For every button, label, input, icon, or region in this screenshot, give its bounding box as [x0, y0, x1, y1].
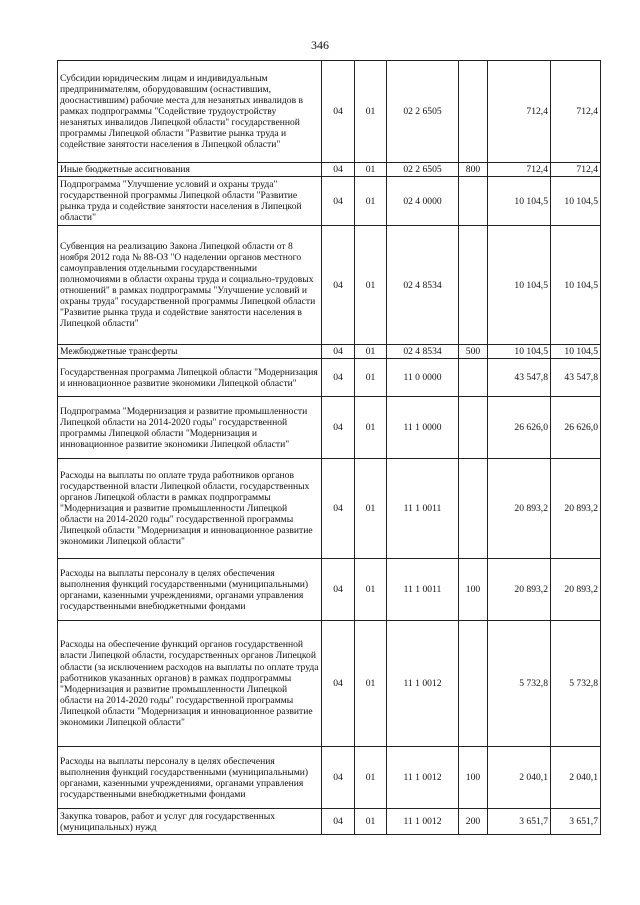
row-subsection: 01 [355, 621, 387, 747]
row-amount-1: 10 104,5 [488, 177, 551, 226]
row-name: Субвенция на реализацию Закона Липецкой области от 8 ноября 2012 года № 88-ОЗ "О наделении органов местного самоуправления отдельными государственными полномочиями в области охраны труда и социально-трудовых отношений" в рамках подпрограммы "Улучшение условий и охраны труда" государственной программы Липецкой области "Развитие рынка труда и содействие занятости населения в Липецкой области" [58, 226, 322, 345]
row-amount-1: 5 732,8 [488, 621, 551, 747]
row-amount-2: 712,4 [551, 61, 601, 163]
row-target-code: 11 1 0012 [387, 747, 459, 809]
row-target-code: 02 4 8534 [387, 345, 459, 359]
row-amount-2: 43 547,8 [551, 359, 601, 397]
row-section: 04 [322, 397, 355, 459]
row-subsection: 01 [355, 177, 387, 226]
row-amount-1: 2 040,1 [488, 747, 551, 809]
row-section: 04 [322, 559, 355, 621]
row-subsection: 01 [355, 226, 387, 345]
row-name: Расходы на выплаты персоналу в целях обеспечения выполнения функций государственными (муниципальными) органами, казенными учреждениями, органами управления государственными внебюджетными фондами [58, 559, 322, 621]
row-target-code: 11 1 0000 [387, 397, 459, 459]
row-expense-type: 500 [459, 345, 488, 359]
row-amount-2: 10 104,5 [551, 177, 601, 226]
row-subsection: 01 [355, 747, 387, 809]
row-section: 04 [322, 177, 355, 226]
row-amount-2: 5 732,8 [551, 621, 601, 747]
row-target-code: 11 1 0011 [387, 559, 459, 621]
row-subsection: 01 [355, 559, 387, 621]
row-subsection: 01 [355, 397, 387, 459]
table-row [58, 559, 601, 621]
table-row [58, 747, 601, 809]
row-target-code: 11 1 0011 [387, 459, 459, 559]
row-subsection: 01 [355, 809, 387, 835]
row-amount-2: 10 104,5 [551, 345, 601, 359]
row-section: 04 [322, 747, 355, 809]
row-expense-type [459, 621, 488, 747]
row-name: Расходы на выплаты персоналу в целях обеспечения выполнения функций государственными (муниципальными) органами, казенными учреждениями, органами управления государственными внебюджетными фондами [58, 747, 322, 809]
row-amount-1: 10 104,5 [488, 345, 551, 359]
row-amount-1: 10 104,5 [488, 226, 551, 345]
budget-table [57, 60, 601, 835]
row-target-code: 02 4 0000 [387, 177, 459, 226]
row-amount-1: 26 626,0 [488, 397, 551, 459]
row-amount-2: 26 626,0 [551, 397, 601, 459]
row-section: 04 [322, 61, 355, 163]
row-target-code: 11 0 0000 [387, 359, 459, 397]
row-section: 04 [322, 621, 355, 747]
row-expense-type: 200 [459, 809, 488, 835]
row-subsection: 01 [355, 459, 387, 559]
row-target-code: 02 2 6505 [387, 61, 459, 163]
row-name: Закупка товаров, работ и услуг для государственных (муниципальных) нужд [58, 809, 322, 835]
row-target-code: 11 1 0012 [387, 809, 459, 835]
row-amount-2: 712,4 [551, 163, 601, 177]
row-name: Подпрограмма "Модернизация и развитие промышленности Липецкой области на 2014-2020 годы" государственной программы Липецкой области "Модернизация и инновационное развитие экономики Липецкой области" [58, 397, 322, 459]
row-amount-2: 3 651,7 [551, 809, 601, 835]
row-amount-1: 20 893,2 [488, 559, 551, 621]
row-subsection: 01 [355, 345, 387, 359]
row-amount-1: 712,4 [488, 61, 551, 163]
row-section: 04 [322, 163, 355, 177]
table-row [58, 226, 601, 345]
table-row [58, 397, 601, 459]
row-name: Подпрограмма "Улучшение условий и охраны труда" государственной программы Липецкой области "Развитие рынка труда и содействие занятости населения в Липецкой области" [58, 177, 322, 226]
row-expense-type [459, 61, 488, 163]
table-row [58, 359, 601, 397]
row-expense-type [459, 397, 488, 459]
table-row [58, 459, 601, 559]
row-expense-type [459, 459, 488, 559]
table-row [58, 809, 601, 835]
row-amount-1: 712,4 [488, 163, 551, 177]
row-section: 04 [322, 345, 355, 359]
row-amount-2: 20 893,2 [551, 459, 601, 559]
row-section: 04 [322, 226, 355, 345]
row-subsection: 01 [355, 163, 387, 177]
row-name: Государственная программа Липецкой области "Модернизация и инновационное развитие экономики Липецкой области" [58, 359, 322, 397]
table-row [58, 177, 601, 226]
row-name: Иные бюджетные ассигнования [58, 163, 322, 177]
table-row [58, 621, 601, 747]
row-name: Расходы на выплаты по оплате труда работников органов государственной власти Липецкой области, государственных органов Липецкой области в рамках подпрограммы "Модернизация и развитие промышленности Липецкой области на 2014-2020 годы" государственной программы Липецкой области "Модернизация и инновационное развитие экономики Липецкой области" [58, 459, 322, 559]
row-target-code: 11 1 0012 [387, 621, 459, 747]
table-row [58, 345, 601, 359]
row-amount-2: 10 104,5 [551, 226, 601, 345]
row-target-code: 02 2 6505 [387, 163, 459, 177]
row-expense-type [459, 226, 488, 345]
row-name: Расходы на обеспечение функций органов государственной власти Липецкой области, государственных органов Липецкой области (за исключением расходов на выплаты по оплате труда работников указанных органов) в рамках подпрограммы "Модернизация и развитие промышленности Липецкой области на 2014-2020 годы" государственной программы Липецкой области "Модернизация и инновационное развитие экономики Липецкой области" [58, 621, 322, 747]
row-expense-type [459, 177, 488, 226]
table-row [58, 61, 601, 163]
row-name: Субсидии юридическим лицам и индивидуальным предпринимателям, оборудовавшим (оснастившим, дооснастившим) рабочие места для незанятых инвалидов в рамках подпрограммы "Содействие трудоустройству незанятых инвалидов Липецкой области" государственной программы Липецкой области "Развитие рынка труда и содействие занятости населения в Липецкой области" [58, 61, 322, 163]
row-amount-1: 3 651,7 [488, 809, 551, 835]
row-expense-type [459, 359, 488, 397]
row-subsection: 01 [355, 359, 387, 397]
row-subsection: 01 [355, 61, 387, 163]
page-number: 346 [311, 38, 329, 52]
row-target-code: 02 4 8534 [387, 226, 459, 345]
row-section: 04 [322, 809, 355, 835]
row-section: 04 [322, 359, 355, 397]
row-amount-1: 43 547,8 [488, 359, 551, 397]
row-name: Межбюджетные трансферты [58, 345, 322, 359]
row-amount-2: 2 040,1 [551, 747, 601, 809]
row-expense-type: 100 [459, 747, 488, 809]
row-expense-type: 800 [459, 163, 488, 177]
row-amount-1: 20 893,2 [488, 459, 551, 559]
row-expense-type: 100 [459, 559, 488, 621]
table-row [58, 163, 601, 177]
row-section: 04 [322, 459, 355, 559]
row-amount-2: 20 893,2 [551, 559, 601, 621]
